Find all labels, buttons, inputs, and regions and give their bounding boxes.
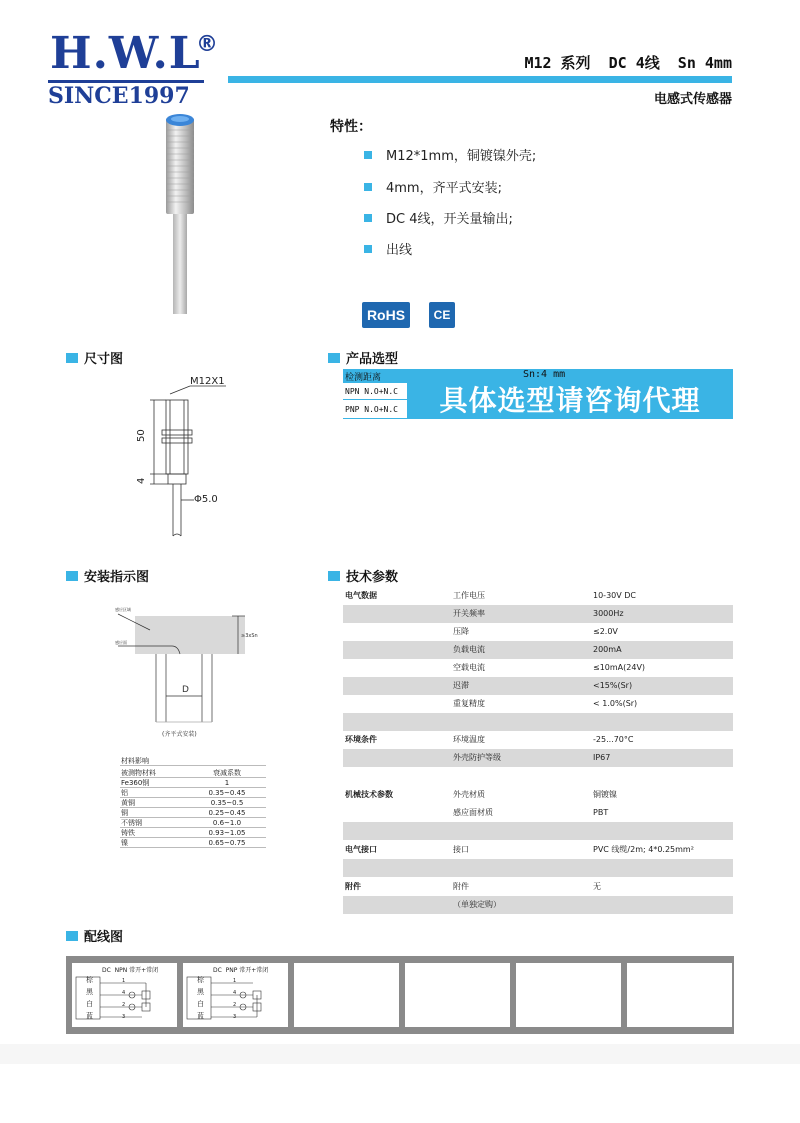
wiring-empty-slot [294, 963, 399, 1027]
section-title-selection: 产品选型 [328, 348, 398, 367]
wire-color-label: 棕 [86, 976, 93, 984]
wiring-empty-slot [516, 963, 621, 1027]
head-length-label: 4 [136, 477, 147, 484]
materials-title-row: 材料影响 [120, 756, 266, 766]
npn-model: NPN N.O+N.C [343, 383, 407, 400]
wiring-diagram-pnp [183, 963, 288, 1027]
spec-row [343, 767, 733, 785]
cable-diameter-label: Φ5.0 [194, 494, 218, 505]
thread-label: M12X1 [190, 376, 225, 387]
materials-header-row: 被测物材料 衰减系数 [120, 768, 266, 778]
section-title-wiring: 配线图 [66, 926, 123, 945]
feature-item: M12*1mm，铜镀镍外壳; [364, 145, 536, 164]
spec-row [343, 859, 733, 877]
spec-row: 电气接口 接口 PVC 线缆/2m; 4*0.25mm² [345, 845, 694, 854]
pin-number: 2 [233, 1002, 237, 1008]
selection-distance-row [343, 369, 733, 383]
pin-number: 4 [122, 990, 126, 996]
selection-note: 具体选型请咨询代理 [407, 383, 733, 419]
installation-diagram [110, 596, 280, 746]
wire-color-label: 白 [197, 1000, 204, 1008]
selection-table [343, 369, 733, 419]
spec-row: 空载电流 ≤10mA(24V) [453, 663, 646, 672]
length-label: 50 [136, 429, 147, 442]
wiring-title: DC NPN 常开+常闭 [102, 967, 159, 974]
pin-number: 2 [122, 1002, 126, 1008]
spec-row [343, 713, 733, 731]
wire-color-label: 黑 [197, 988, 204, 996]
wiring-title: DC PNP 常开+常闭 [213, 967, 269, 974]
spec-row: 机械技术参数 外壳材质 铜镀镍 [345, 790, 617, 799]
dimension-drawing [130, 372, 260, 542]
bullet-square-icon [364, 245, 372, 253]
wire-color-label: 蓝 [86, 1012, 93, 1020]
pin-number: 3 [122, 1014, 126, 1020]
pin-number: 1 [122, 978, 126, 984]
section-marker-icon [66, 353, 78, 363]
section-title-dimensions: 尺寸图 [66, 348, 123, 367]
materials-row: 黄铜 0.35~0.5 [120, 798, 266, 808]
section-marker-icon [66, 571, 78, 581]
registered-mark: ® [196, 32, 218, 57]
wire-color-label: 黑 [86, 988, 93, 996]
brand-since: SINCE1997 [48, 83, 190, 109]
spec-row [343, 822, 733, 840]
spec-row: 电气数据 工作电压 10-30V DC [345, 591, 637, 600]
wiring-diagram-npn [72, 963, 177, 1027]
spec-row: 迟滞 <15%(Sr) [343, 677, 733, 695]
wiring-panel [66, 956, 734, 1034]
materials-row: 铜 0.25~0.45 [120, 808, 266, 818]
spec-row: 环境条件 环境温度 -25...70°C [345, 735, 634, 744]
materials-row: 镍 0.65~0.75 [120, 838, 266, 848]
spec-row: 压降 ≤2.0V [453, 627, 618, 636]
spec-row: 重复精度 < 1.0%(Sr) [453, 699, 638, 708]
pin-number: 4 [233, 990, 237, 996]
spec-row: 开关频率 3000Hz [343, 605, 733, 623]
pin-number: 1 [233, 978, 237, 984]
pnp-model: PNP N.O+N.C [343, 401, 407, 419]
installation-caption: (齐平式安装) [162, 731, 197, 738]
materials-row: 铸铁 0.93~1.05 [120, 828, 266, 838]
spec-row: 负载电流 200mA [343, 641, 733, 659]
sensor-photo [150, 110, 210, 320]
spec-row: 附件 附件 无 [345, 882, 601, 891]
section-marker-icon [328, 571, 340, 581]
spec-row: （单独定购） [343, 896, 733, 914]
footer-band [0, 1044, 800, 1064]
spec-row: 感应面材质 PBT [453, 808, 609, 817]
materials-row: 不锈钢 0.6~1.0 [120, 818, 266, 828]
product-category: 电感式传感器 [653, 92, 732, 107]
distance-requirement: ≥3xSn [241, 633, 258, 639]
wire-color-label: 白 [86, 1000, 93, 1008]
wiring-empty-slot [405, 963, 510, 1027]
materials-row: Fe360钢 1 [120, 778, 266, 788]
features-title: 特性： [330, 119, 372, 135]
section-marker-icon [66, 931, 78, 941]
bullet-square-icon [364, 214, 372, 222]
brand-logo: H.W.L [50, 28, 201, 79]
feature-item: DC 4线，开关量输出; [364, 208, 513, 227]
wire-color-label: 棕 [197, 976, 204, 984]
bullet-square-icon [364, 151, 372, 159]
series-title: M12 系列 DC 4线 Sn 4mm [524, 54, 732, 72]
section-title-installation: 安装指示图 [66, 566, 149, 585]
feature-item: 4mm，齐平式安装; [364, 177, 502, 196]
ce-badge: CE [429, 302, 455, 328]
rohs-badge: RoHS [362, 302, 410, 328]
feature-item: 出线 [364, 239, 412, 258]
section-marker-icon [328, 353, 340, 363]
section-title-specs: 技术参数 [328, 566, 398, 585]
distance-label: 检测距离 [345, 373, 382, 383]
distance-value: Sn:4 mm [523, 369, 566, 380]
pin-number: 3 [233, 1014, 237, 1020]
wire-color-label: 蓝 [197, 1012, 204, 1020]
diameter-label: D [182, 685, 189, 695]
materials-row: 铝 0.35~0.45 [120, 788, 266, 798]
sense-face-label: 感应面 [115, 640, 127, 645]
spec-row: 外壳防护等级 IP67 [343, 749, 733, 767]
sense-area-label: 感应区域 [115, 607, 131, 612]
bullet-square-icon [364, 183, 372, 191]
wiring-empty-slot [627, 963, 732, 1027]
header-accent-bar [228, 76, 732, 83]
